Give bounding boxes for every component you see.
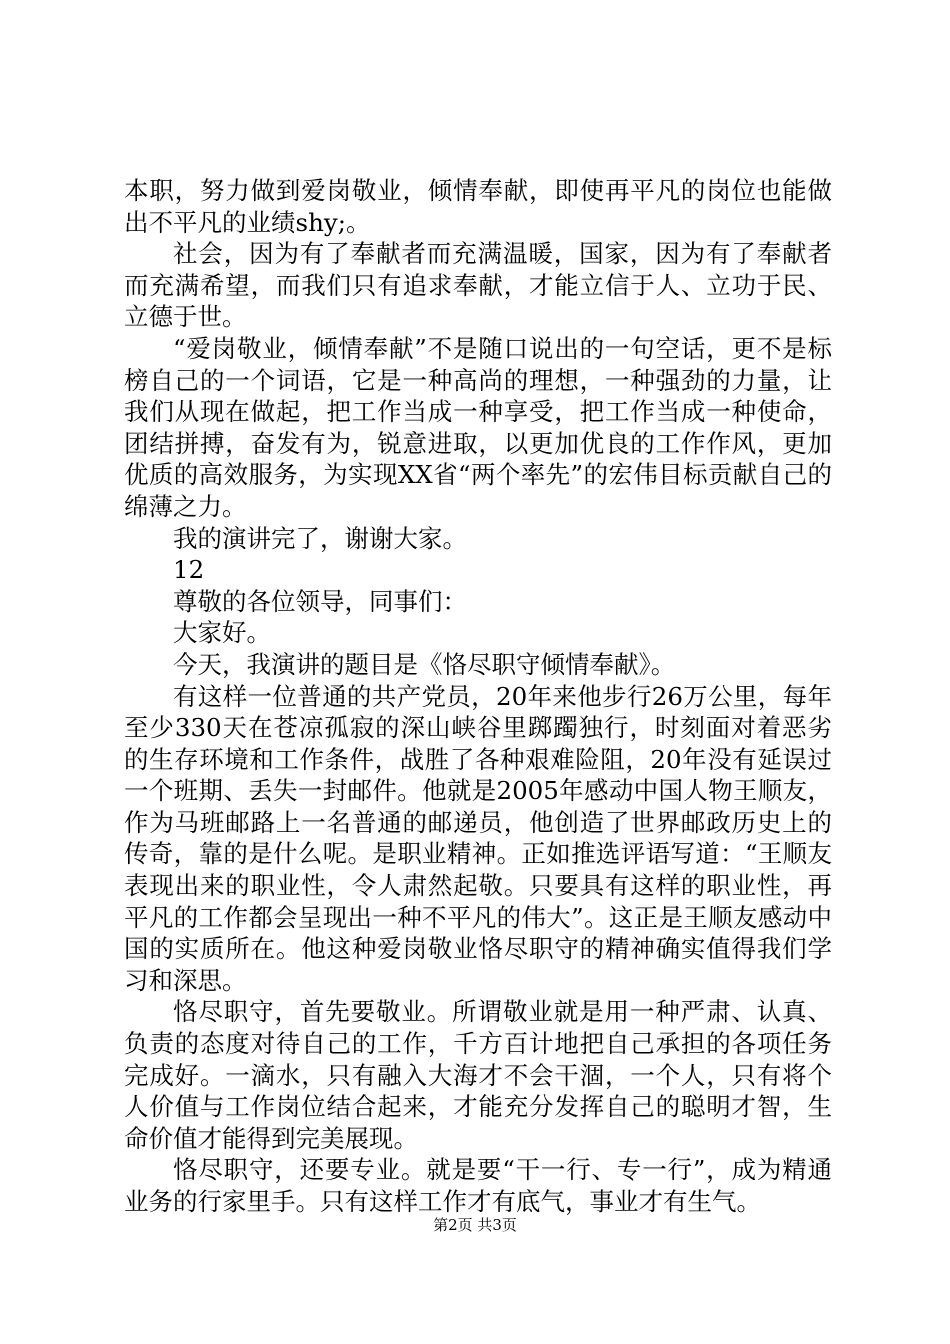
paragraph-2: 社会，因为有了奉献者而充满温暖，国家，因为有了奉献者而充满希望，而我们只有追求奉献，才能立信于人、立功于民、立德于世。 — [124, 239, 832, 332]
document-body — [124, 175, 832, 1218]
closing-line: 我的演讲完了，谢谢大家。 — [173, 523, 467, 553]
paragraph-professionalism: 恪尽职守，还要专业。就是要“干一行、专一行”，成为精通业务的行家里手。只有这样工作才有底气，事业才有生气。 — [124, 1155, 832, 1216]
paragraph-dedication: 恪尽职守，首先要敬业。所谓敬业就是用一种严肃、认真、负责的态度对待自己的工作，千方百计地把自己承担的各项任务完成好。一滴水，只有融入大海才不会干涸，一个人，只有将个人价值与工作岗位结合起来，才能充分发挥自己的聪明才智，生命价值才能得到完美展现。 — [124, 997, 832, 1153]
greeting: 大家好。 — [173, 618, 271, 648]
paragraph-1: 本职，努力做到爱岗敬业，倾情奉献，即使再平凡的岗位也能做出不平凡的业绩shy;。 — [124, 176, 832, 237]
salutation: 尊敬的各位领导，同事们： — [173, 586, 467, 616]
paragraph-wang-shunyou: 有这样一位普通的共产党员，20年来他步行26万公里，每年至少330天在苍凉孤寂的深山峡谷里踯躅独行，时刻面对着恶劣的生存环境和工作条件，战胜了各种艰难险阻，20年没有延误过一个班期、丢失一封邮件。他就是2005年感动中国人物王顺友，作为马班邮路上一名普通的邮递员，他创造了世界邮政历史上的传奇，靠的是什么呢。是职业精神。正如推选评语写道：“王顺友表现出来的职业性，令人肃然起敬。只要具有这样的职业性，再平凡的工作都会呈现出一种不平凡的伟大”。这正是王顺友感动中国的实质所在。他这种爱岗敬业恪尽职守的精神确实值得我们学习和深思。 — [124, 681, 832, 995]
section-number: 12 — [173, 555, 205, 585]
speech-title-line: 今天，我演讲的题目是《恪尽职守倾情奉献》。 — [173, 649, 676, 679]
paragraph-3: “爱岗敬业，倾情奉献”不是随口说出的一句空话，更不是标榜自己的一个词语，它是一种高尚的理想，一种强劲的力量，让我们从现在做起，把工作当成一种享受，把工作当成一种使命，团结拼搏，奋发有为，锐意进取，以更加优良的工作作风，更加优质的高效服务，为实现XX省“两个率先”的宏伟目标贡献自己的绵薄之力。 — [124, 333, 832, 521]
page-footer: 第2页 共3页 — [433, 1216, 517, 1234]
